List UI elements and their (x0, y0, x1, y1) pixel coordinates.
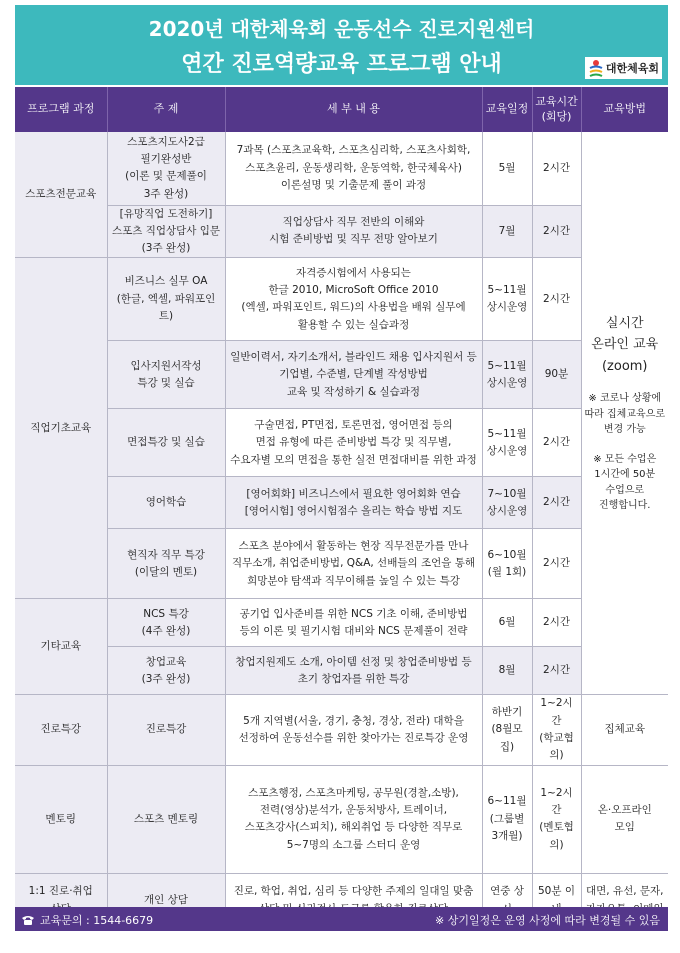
category-cell: 직업기초교육 (15, 258, 107, 599)
schedule-cell: 6~11월 (그룹별 3개월) (482, 765, 532, 873)
method-cell: 집체교육 (581, 695, 668, 765)
subject-cell: 비즈니스 실무 OA (한글, 엑셀, 파워포인트) (107, 258, 225, 341)
col-header-details: 세 부 내 용 (225, 87, 482, 132)
subject-cell: 진로특강 (107, 695, 225, 765)
header-title-line2: 연간 진로역량교육 프로그램 안내 (181, 52, 502, 77)
details-cell: 스포츠 분야에서 활동하는 현장 직무전문가를 만나 직무소개, 취업준비방법, Q&A, 선배들의 조언을 통해 희망분야 탐색과 직무이해를 높일 수 있는 특강 (225, 529, 482, 599)
duration-cell: 2시간 (532, 529, 581, 599)
online-method-note-1: ※ 코로나 상황에 따라 집체교육으로 변경 가능 (584, 393, 665, 436)
table-row (15, 477, 668, 529)
schedule-cell: 8월 (482, 647, 532, 695)
logo-mark-icon (588, 58, 604, 78)
duration-cell: 90분 (532, 341, 581, 409)
table-row (15, 205, 668, 258)
subject-cell: 면접특강 및 실습 (107, 409, 225, 477)
table-row (15, 409, 668, 477)
details-cell: 일반이력서, 자기소개서, 블라인드 채용 입사지원서 등 기업별, 수준별, 단계별 작성방법 교육 및 작성하기 & 실습과정 (225, 341, 482, 409)
col-header-duration: 교육시간 (회당) (532, 87, 581, 132)
duration-cell: 2시간 (532, 132, 581, 205)
program-table (15, 87, 668, 929)
category-cell: 스포츠전문교육 (15, 132, 107, 258)
subject-cell: 스포츠 멘토링 (107, 765, 225, 873)
schedule-cell: 7월 (482, 205, 532, 258)
method-cell: 온·오프라인 모임 (581, 765, 668, 873)
schedule-cell: 6~10월 (월 1회) (482, 529, 532, 599)
table-row (15, 695, 668, 765)
subject-cell: 개인 상담 (107, 873, 225, 928)
method-cell-online (581, 132, 668, 695)
table-row (15, 647, 668, 695)
schedule-cell: 6월 (482, 599, 532, 647)
table-header-row (15, 87, 668, 132)
category-cell: 기타교육 (15, 599, 107, 695)
schedule-cell: 하반기 (8월모집) (482, 695, 532, 765)
category-cell: 1:1 진로·취업 (15, 873, 107, 928)
logo-text: 대한체육회 (605, 62, 659, 75)
schedule-cell: 7~10월 상시운영 (482, 477, 532, 529)
details-cell: 7과목 (스포츠교육학, 스포츠심리학, 스포츠사회학, 스포츠윤리, 운동생리학, 운동역학, 한국체육사) 이론설명 및 기출문제 풀이 과정 (225, 132, 482, 205)
details-cell: 직업상담사 직무 전반의 이해와 시험 준비방법 및 직무 전망 알아보기 (225, 205, 482, 258)
header-title-line1: 2020년 대한체육회 운동선수 진로지원센터 (148, 17, 535, 41)
duration-cell: 2시간 (532, 409, 581, 477)
details-cell: 구술면접, PT면접, 토론면접, 영어면접 등의 면접 유형에 따른 준비방법 특강 및 직무별, 수요자별 모의 면접을 통한 실전 면접대비를 위한 과정 (225, 409, 482, 477)
details-cell: 스포츠행정, 스포츠마케팅, 공무원(경찰,소방), 전력(영상)분석가, 운동처방사, 트레이너, 스포츠강사(스피치), 해외취업 등 다양한 직무로 5~7명의 소그룹 스터디 운영 (225, 765, 482, 873)
duration-cell: 2시간 (532, 477, 581, 529)
schedule-cell: 5월 (482, 132, 532, 205)
subject-cell: 영어학습 (107, 477, 225, 529)
page-header (15, 5, 668, 85)
page-footer (15, 907, 668, 931)
online-method-note-2: ※ 모든 수업은 1시간에 50분 수업으로 진행합니다. (593, 453, 657, 512)
schedule-cell: 5~11월 상시운영 (482, 341, 532, 409)
schedule-cell: 연중 상 (482, 873, 532, 928)
details-cell: 공기업 입사준비를 위한 NCS 기초 이해, 준비방법 등의 이론 및 필기시험 대비와 NCS 문제풀이 전략 (225, 599, 482, 647)
table-row (15, 765, 668, 873)
subject-cell: 스포츠지도사2급 필기완성반 (이론 및 문제풀이 3주 완성) (107, 132, 225, 205)
duration-cell: 2시간 (532, 599, 581, 647)
category-cell: 멘토링 (15, 765, 107, 873)
duration-cell: 1~2시간 (학교협의) (532, 695, 581, 765)
duration-cell: 2시간 (532, 647, 581, 695)
details-cell: 자격증시험에서 사용되는 한글 2010, MicroSoft Office 2010 (엑셀, 파워포인트, 워드)의 사용법을 배워 실무에 활용할 수 있는 실습과정 (225, 258, 482, 341)
method-cell: 대면, 유선, 문자, (581, 873, 668, 928)
table-row (15, 529, 668, 599)
details-cell: 창업지원제도 소개, 아이템 선정 및 창업준비방법 등 초기 창업자를 위한 특강 (225, 647, 482, 695)
duration-cell: 50분 이 (532, 873, 581, 928)
table-row (15, 341, 668, 409)
contact-text: 교육문의 : 1544-6679 (40, 914, 154, 927)
subject-cell: 창업교육 (3주 완성) (107, 647, 225, 695)
col-header-method: 교육방법 (581, 87, 668, 132)
schedule-notice: ※ 상기일정은 운영 사정에 따라 변경될 수 있음 (435, 914, 660, 927)
schedule-cell: 5~11월 상시운영 (482, 409, 532, 477)
col-header-program: 프로그램 과정 (15, 87, 107, 132)
subject-cell: NCS 특강 (4주 완성) (107, 599, 225, 647)
duration-cell: 2시간 (532, 205, 581, 258)
category-cell: 진로특강 (15, 695, 107, 765)
details-cell: [영어회화] 비즈니스에서 필요한 영어회화 연습 [영어시험] 영어시험점수 올리는 학습 방법 지도 (225, 477, 482, 529)
schedule-cell: 5~11월 상시운영 (482, 258, 532, 341)
subject-cell: 입사지원서작성 특강 및 실습 (107, 341, 225, 409)
table-row (15, 132, 668, 205)
duration-cell: 2시간 (532, 258, 581, 341)
details-cell: 진로, 학업, 취업, 심리 등 다양한 주제의 일대일 맞춤 (225, 873, 482, 928)
details-cell: 5개 지역별(서울, 경기, 충청, 경상, 전라) 대학을 선정하여 운동선수를 위한 찾아가는 진로특강 운영 (225, 695, 482, 765)
col-header-schedule: 교육일정 (482, 87, 532, 132)
phone-icon (21, 915, 35, 926)
duration-cell: 1~2시간 (멘토협의) (532, 765, 581, 873)
contact-info (21, 912, 153, 928)
subject-cell: 현직자 직무 특강 (이달의 멘토) (107, 529, 225, 599)
online-method-title: 실시간 온라인 교육 (zoom) (591, 315, 659, 374)
organization-logo (585, 57, 662, 79)
col-header-subject: 주 제 (107, 87, 225, 132)
subject-cell: [유망직업 도전하기] 스포츠 직업상담사 입문 (3주 완성) (107, 205, 225, 258)
table-row (15, 599, 668, 647)
table-row (15, 258, 668, 341)
